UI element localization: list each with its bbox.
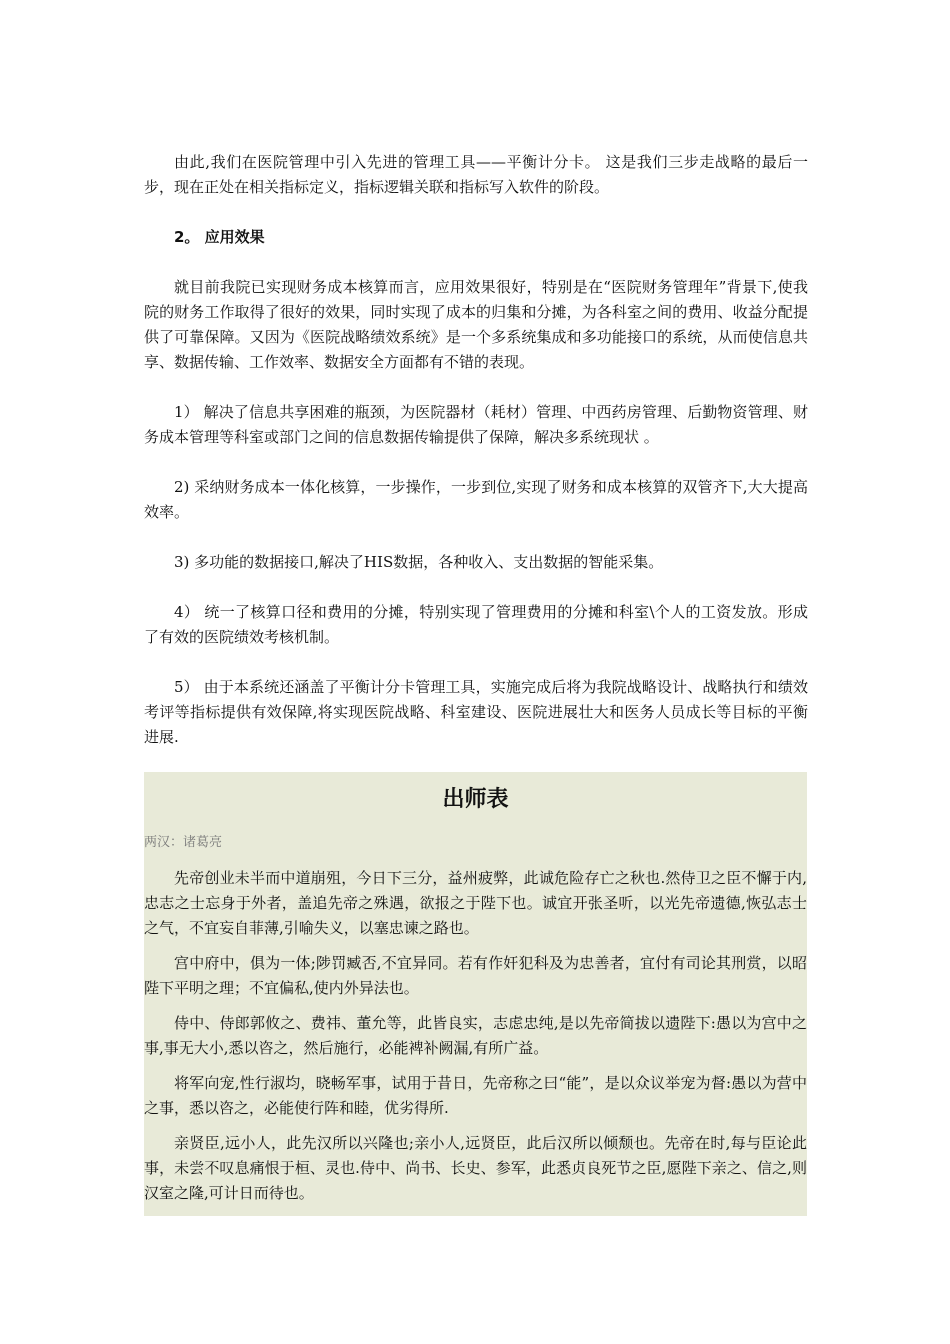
list-item-3: 3) 多功能的数据接口,解决了HIS数据，各种收入、支出数据的智能采集。 — [174, 553, 664, 571]
spacer — [144, 575, 808, 600]
spacer — [144, 525, 808, 550]
essay-box — [144, 772, 807, 1216]
list-item-5: 5） 由于本系统还涵盖了平衡计分卡管理工具，实施完成后将为我院战略设计、战略执行和绩效考评等指标提供有效保障,将实现医院战略、科室建设、医院进展壮大和医务人员成长等目标的平衡进展. — [144, 678, 808, 746]
spacer — [144, 450, 808, 475]
essay-paragraph-1: 先帝创业未半而中道崩殂，今日下三分，益州疲弊，此诚危险存亡之秋也.然侍卫之臣不懈于内,忠志之士忘身于外者，盖追先帝之殊遇，欲报之于陛下也。诚宜开张圣听，以光先帝遗德,恢弘志士之气，不宜妄自菲薄,引喻失义，以塞忠谏之路也。 — [144, 869, 807, 937]
essay-paragraph-4: 将军向宠,性行淑均，晓畅军事，试用于昔日，先帝称之曰“能”，是以众议举宠为督:愚以为营中之事，悉以咨之，必能使行阵和睦，优劣得所. — [144, 1074, 807, 1117]
spacer — [144, 200, 808, 225]
intro-paragraph: 由此,我们在医院管理中引入先进的管理工具——平衡计分卡。 这是我们三步走战略的最后一步，现在正处在相关指标定义，指标逻辑关联和指标写入软件的阶段。 — [144, 153, 808, 196]
essay-author: 两汉：诸葛亮 — [144, 835, 223, 850]
essay-paragraph-5: 亲贤臣,远小人，此先汉所以兴隆也;亲小人,远贤臣，此后汉所以倾颓也。先帝在时,每与臣论此事，未尝不叹息痛恨于桓、灵也.侍中、尚书、长史、参军，此悉贞良死节之臣,愿陛下亲之、信之,则汉室之隆,可计日而待也。 — [144, 1134, 807, 1202]
document-body — [144, 150, 808, 750]
spacer — [144, 650, 808, 675]
spacer — [144, 375, 808, 400]
spacer — [144, 250, 808, 275]
essay-title: 出师表 — [442, 787, 509, 812]
list-item-2: 2) 采纳财务成本一体化核算，一步操作，一步到位,实现了财务和成本核算的双管齐下,大大提高效率。 — [144, 478, 808, 521]
effect-paragraph: 就目前我院已实现财务成本核算而言，应用效果很好，特别是在“医院财务管理年”背景下,使我院的财务工作取得了很好的效果，同时实现了成本的归集和分摊，为各科室之间的费用、收益分配提供了可靠保障。又因为《医院战略绩效系统》是一个多系统集成和多功能接口的系统，从而使信息共享、数据传输、工作效率、数据安全方面都有不错的表现。 — [144, 278, 808, 371]
essay-paragraph-3: 侍中、侍郎郭攸之、费祎、董允等，此皆良实，志虑忠纯,是以先帝简拔以遗陛下:愚以为宫中之事,事无大小,悉以咨之，然后施行，必能裨补阙漏,有所广益。 — [144, 1014, 807, 1057]
essay-paragraph-2: 宫中府中，俱为一体;陟罚臧否,不宜异同。若有作奸犯科及为忠善者，宜付有司论其刑赏，以昭陛下平明之理；不宜偏私,使内外异法也。 — [144, 954, 807, 997]
section-heading: 2。 应用效果 — [174, 228, 265, 246]
list-item-1: 1） 解决了信息共享困难的瓶颈，为医院器材（耗材）管理、中西药房管理、后勤物资管理、财务成本管理等科室或部门之间的信息数据传输提供了保障，解决多系统现状 。 — [144, 403, 808, 446]
list-item-4: 4） 统一了核算口径和费用的分摊，特别实现了管理费用的分摊和科室\个人的工资发放。形成了有效的医院绩效考核机制。 — [144, 603, 808, 646]
